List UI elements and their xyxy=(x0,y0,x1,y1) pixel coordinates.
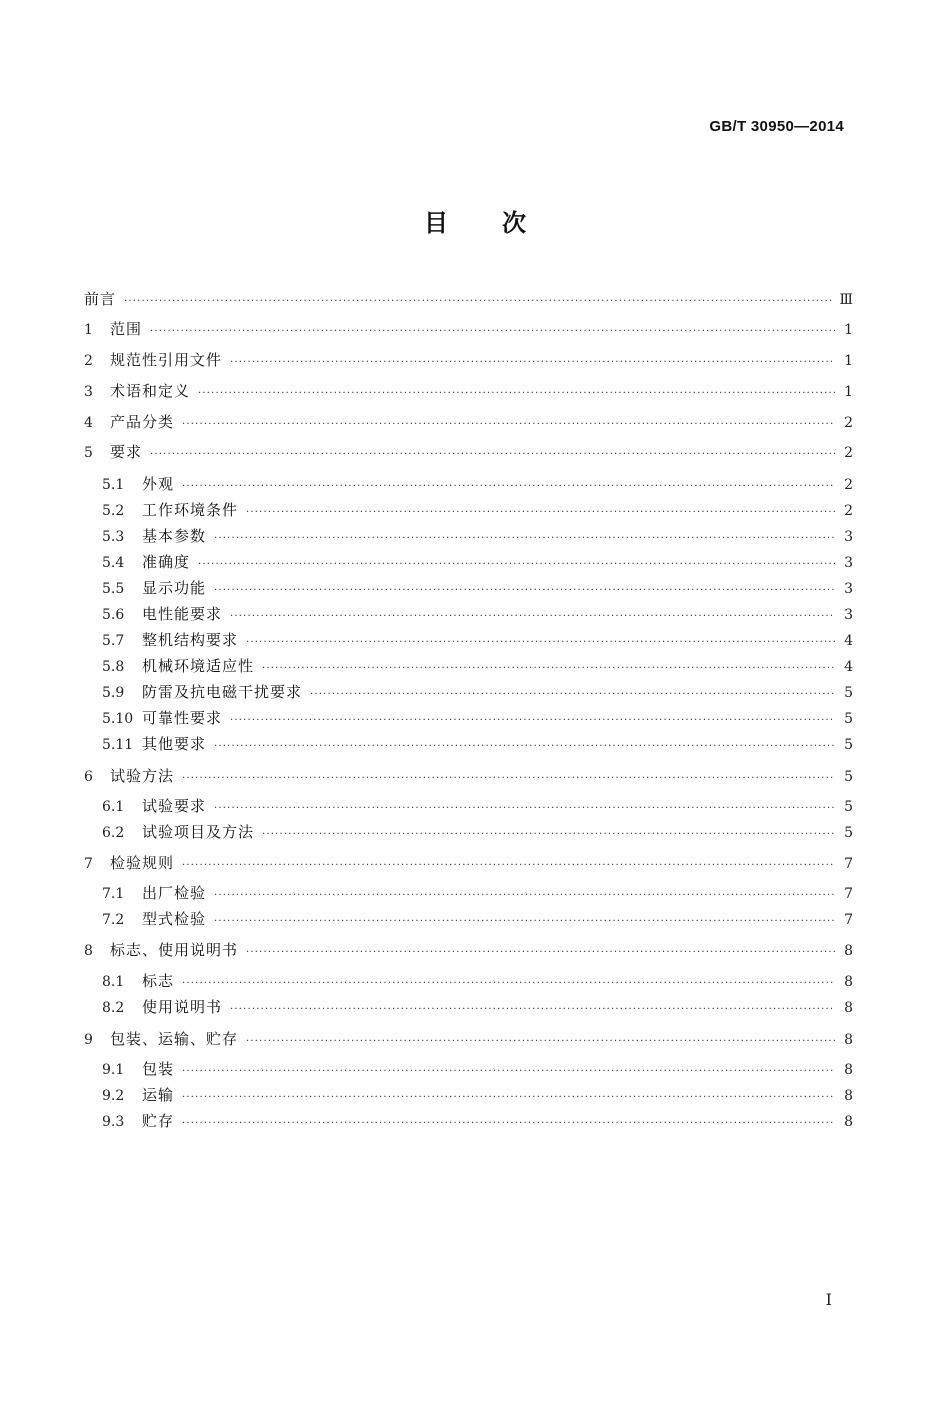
toc-row xyxy=(0,970,950,994)
toc-row xyxy=(0,318,950,342)
toc-entry-page: 2 xyxy=(844,503,853,519)
toc-entry[interactable] xyxy=(102,473,853,497)
toc-entry-page: 8 xyxy=(844,1000,853,1016)
toc-entry[interactable] xyxy=(102,629,853,653)
toc-row xyxy=(0,681,950,705)
toc-entry-title: 基本参数 xyxy=(142,527,207,545)
toc-row xyxy=(0,852,950,876)
toc-entry[interactable] xyxy=(102,996,853,1020)
toc-entry-title: 试验方法 xyxy=(110,767,175,785)
toc-entry-page: 2 xyxy=(844,445,853,461)
toc-entry-title: 标志 xyxy=(142,972,175,990)
toc-leader-dots xyxy=(230,611,835,622)
toc-leader-dots xyxy=(150,449,835,460)
toc-leader-dots xyxy=(198,388,835,399)
toc-leader-dots xyxy=(182,773,835,784)
toc-leader-dots xyxy=(246,637,835,648)
toc-leader-dots xyxy=(230,357,835,368)
toc-entry[interactable] xyxy=(102,707,853,731)
toc-entry[interactable] xyxy=(84,852,853,876)
toc-entry-title: 试验要求 xyxy=(142,797,207,815)
toc-entry-title: 标志、使用说明书 xyxy=(110,941,239,959)
toc-leader-dots xyxy=(214,916,835,927)
toc-row xyxy=(0,629,950,653)
toc-entry-number: 8 xyxy=(84,943,93,959)
toc-entry[interactable] xyxy=(102,525,853,549)
toc-row xyxy=(0,996,950,1020)
toc-row xyxy=(0,1058,950,1082)
toc-entry[interactable] xyxy=(102,795,853,819)
toc-entry-title: 运输 xyxy=(142,1086,175,1104)
toc-row xyxy=(0,551,950,575)
toc-entry-title: 要求 xyxy=(110,443,143,461)
toc-entry-title: 可靠性要求 xyxy=(142,709,223,727)
toc-entry-number: 5.8 xyxy=(102,659,125,675)
toc-entry[interactable] xyxy=(84,765,853,789)
toc-row xyxy=(0,349,950,373)
toc-entry[interactable] xyxy=(84,1028,853,1052)
toc-entry[interactable] xyxy=(84,288,853,312)
toc-entry-page: 3 xyxy=(844,607,853,623)
toc-row xyxy=(0,525,950,549)
toc-entry-title: 显示功能 xyxy=(142,579,207,597)
toc-row xyxy=(0,882,950,906)
standard-code: GB/T 30950—2014 xyxy=(709,118,844,135)
toc-entry-number: 5.2 xyxy=(102,503,125,519)
toc-entry[interactable] xyxy=(102,681,853,705)
toc-entry-number: 4 xyxy=(84,415,93,431)
toc-leader-dots xyxy=(182,1092,835,1103)
toc-entry-title: 准确度 xyxy=(142,553,191,571)
toc-entry-number: 7 xyxy=(84,856,93,872)
toc-leader-dots xyxy=(230,715,835,726)
toc-leader-dots xyxy=(182,419,835,430)
toc-leader-dots xyxy=(182,481,835,492)
toc-leader-dots xyxy=(182,860,835,871)
toc-leader-dots xyxy=(262,663,835,674)
toc-entry-number: 5.7 xyxy=(102,633,125,649)
toc-entry[interactable] xyxy=(84,939,853,963)
toc-leader-dots xyxy=(214,741,835,752)
toc-row xyxy=(0,939,950,963)
toc-row xyxy=(0,380,950,404)
toc-entry-title: 整机结构要求 xyxy=(142,631,239,649)
toc-leader-dots xyxy=(198,559,835,570)
toc-entry-title: 试验项目及方法 xyxy=(142,823,255,841)
toc-leader-dots xyxy=(150,326,835,337)
toc-entry-page: 7 xyxy=(844,856,853,872)
toc-row xyxy=(0,603,950,627)
toc-leader-dots xyxy=(246,507,835,518)
toc-entry-title: 型式检验 xyxy=(142,910,207,928)
toc-entry-title: 电性能要求 xyxy=(142,605,223,623)
toc-entry-number: 9 xyxy=(84,1032,93,1048)
toc-row xyxy=(0,499,950,523)
toc-entry[interactable] xyxy=(102,655,853,679)
toc-title-char-1: 目 xyxy=(424,209,448,237)
toc-entry-page: 5 xyxy=(844,711,853,727)
toc-entry[interactable] xyxy=(102,1110,853,1134)
toc-entry-page: 8 xyxy=(844,1114,853,1130)
toc-entry-page: 8 xyxy=(844,943,853,959)
page-number: I xyxy=(825,1290,832,1309)
toc-entry[interactable] xyxy=(102,821,853,845)
toc-entry-title: 机械环境适应性 xyxy=(142,657,255,675)
toc-entry[interactable] xyxy=(102,577,853,601)
toc-entry-page: 5 xyxy=(844,799,853,815)
toc-entry-number: 8.2 xyxy=(102,1000,125,1016)
toc-entry-page: 3 xyxy=(844,581,853,597)
toc-entry-title: 包装 xyxy=(142,1060,175,1078)
toc-entry[interactable] xyxy=(102,1084,853,1108)
toc-entry-page: 4 xyxy=(844,633,853,649)
toc-row xyxy=(0,707,950,731)
toc-entry-page: 1 xyxy=(844,353,853,369)
toc-row xyxy=(0,821,950,845)
toc-entry[interactable] xyxy=(84,318,853,342)
toc-entry-number: 1 xyxy=(84,322,93,338)
toc-row xyxy=(0,288,950,312)
toc-row xyxy=(0,441,950,465)
toc-entry-page: 1 xyxy=(844,384,853,400)
toc-entry-number: 9.2 xyxy=(102,1088,125,1104)
toc-entry-number: 9.3 xyxy=(102,1114,125,1130)
toc-entry-page: 7 xyxy=(844,912,853,928)
toc-leader-dots xyxy=(214,803,835,814)
toc-entry[interactable] xyxy=(102,551,853,575)
toc-entry-page: 4 xyxy=(844,659,853,675)
toc-entry-page: 3 xyxy=(844,555,853,571)
toc-entry-page: 5 xyxy=(844,825,853,841)
toc-entry-title: 前言 xyxy=(84,290,117,308)
toc-entry[interactable] xyxy=(102,970,853,994)
toc-entry-page: 8 xyxy=(844,1062,853,1078)
toc-entry-title: 使用说明书 xyxy=(142,998,223,1016)
toc-entry-title: 防雷及抗电磁干扰要求 xyxy=(142,683,303,701)
toc-leader-dots xyxy=(230,1004,835,1015)
toc-leader-dots xyxy=(262,829,835,840)
toc-entry-number: 5.4 xyxy=(102,555,125,571)
toc-leader-dots xyxy=(310,689,835,700)
toc-entry-number: 6 xyxy=(84,769,93,785)
toc-entry-page: 5 xyxy=(844,737,853,753)
toc-entry-page: 8 xyxy=(844,974,853,990)
toc-entry-number: 5.10 xyxy=(102,711,134,727)
toc-row xyxy=(0,1110,950,1134)
toc-entry-page: Ⅲ xyxy=(839,292,853,308)
toc-entry-number: 7.1 xyxy=(102,886,125,902)
toc-entry-number: 6.2 xyxy=(102,825,125,841)
toc-entry[interactable] xyxy=(102,882,853,906)
toc-entry[interactable] xyxy=(102,499,853,523)
toc-entry-page: 7 xyxy=(844,886,853,902)
toc-entry-number: 2 xyxy=(84,353,93,369)
toc-entry-number: 5.1 xyxy=(102,477,125,493)
toc-row xyxy=(0,795,950,819)
toc-entry-number: 9.1 xyxy=(102,1062,125,1078)
toc-entry-page: 2 xyxy=(844,477,853,493)
toc-row xyxy=(0,473,950,497)
toc-entry[interactable] xyxy=(102,1058,853,1082)
toc-entry-title: 产品分类 xyxy=(110,413,175,431)
toc-title-char-2: 次 xyxy=(502,209,526,237)
toc-leader-dots xyxy=(214,585,835,596)
toc-entry-page: 5 xyxy=(844,769,853,785)
toc-entry-title: 外观 xyxy=(142,475,175,493)
toc-entry-number: 5.6 xyxy=(102,607,125,623)
toc-row xyxy=(0,1084,950,1108)
toc-entry-page: 5 xyxy=(844,685,853,701)
toc-entry-number: 5 xyxy=(84,445,93,461)
toc-entry-number: 3 xyxy=(84,384,93,400)
toc-leader-dots xyxy=(246,1036,835,1047)
toc-row xyxy=(0,1028,950,1052)
toc-entry-page: 2 xyxy=(844,415,853,431)
toc-leader-dots xyxy=(182,1118,835,1129)
toc-entry-title: 其他要求 xyxy=(142,735,207,753)
toc-entry-number: 5.5 xyxy=(102,581,125,597)
toc-row xyxy=(0,655,950,679)
toc-entry-page: 1 xyxy=(844,322,853,338)
toc-row xyxy=(0,908,950,932)
toc-leader-dots xyxy=(124,296,833,307)
toc-entry[interactable] xyxy=(84,441,853,465)
toc-leader-dots xyxy=(214,533,835,544)
toc-entry-page: 8 xyxy=(844,1088,853,1104)
toc-entry-title: 术语和定义 xyxy=(110,382,191,400)
toc-entry-number: 5.11 xyxy=(102,737,134,753)
toc-entry-number: 8.1 xyxy=(102,974,125,990)
toc-entry-number: 7.2 xyxy=(102,912,125,928)
toc-entry[interactable] xyxy=(84,411,853,435)
toc-entry[interactable] xyxy=(84,349,853,373)
toc-entry-title: 贮存 xyxy=(142,1112,175,1130)
toc-title xyxy=(0,203,950,238)
toc-row xyxy=(0,765,950,789)
toc-entry-number: 5.9 xyxy=(102,685,125,701)
toc-row xyxy=(0,577,950,601)
toc-row xyxy=(0,733,950,757)
toc-entry-title: 范围 xyxy=(110,320,143,338)
toc-entry[interactable] xyxy=(102,603,853,627)
toc-entry-title: 包装、运输、贮存 xyxy=(110,1030,239,1048)
toc-entry[interactable] xyxy=(102,908,853,932)
toc-entry-page: 3 xyxy=(844,529,853,545)
toc-entry-title: 规范性引用文件 xyxy=(110,351,223,369)
toc-entry-title: 工作环境条件 xyxy=(142,501,239,519)
toc-entry-number: 6.1 xyxy=(102,799,125,815)
toc-leader-dots xyxy=(214,890,835,901)
toc-entry-page: 8 xyxy=(844,1032,853,1048)
toc-entry-title: 出厂检验 xyxy=(142,884,207,902)
toc-leader-dots xyxy=(246,947,835,958)
toc-entry-title: 检验规则 xyxy=(110,854,175,872)
toc-row xyxy=(0,411,950,435)
toc-entry-number: 5.3 xyxy=(102,529,125,545)
toc-entry[interactable] xyxy=(102,733,853,757)
toc-leader-dots xyxy=(182,1066,835,1077)
toc-entry[interactable] xyxy=(84,380,853,404)
toc-leader-dots xyxy=(182,978,835,989)
